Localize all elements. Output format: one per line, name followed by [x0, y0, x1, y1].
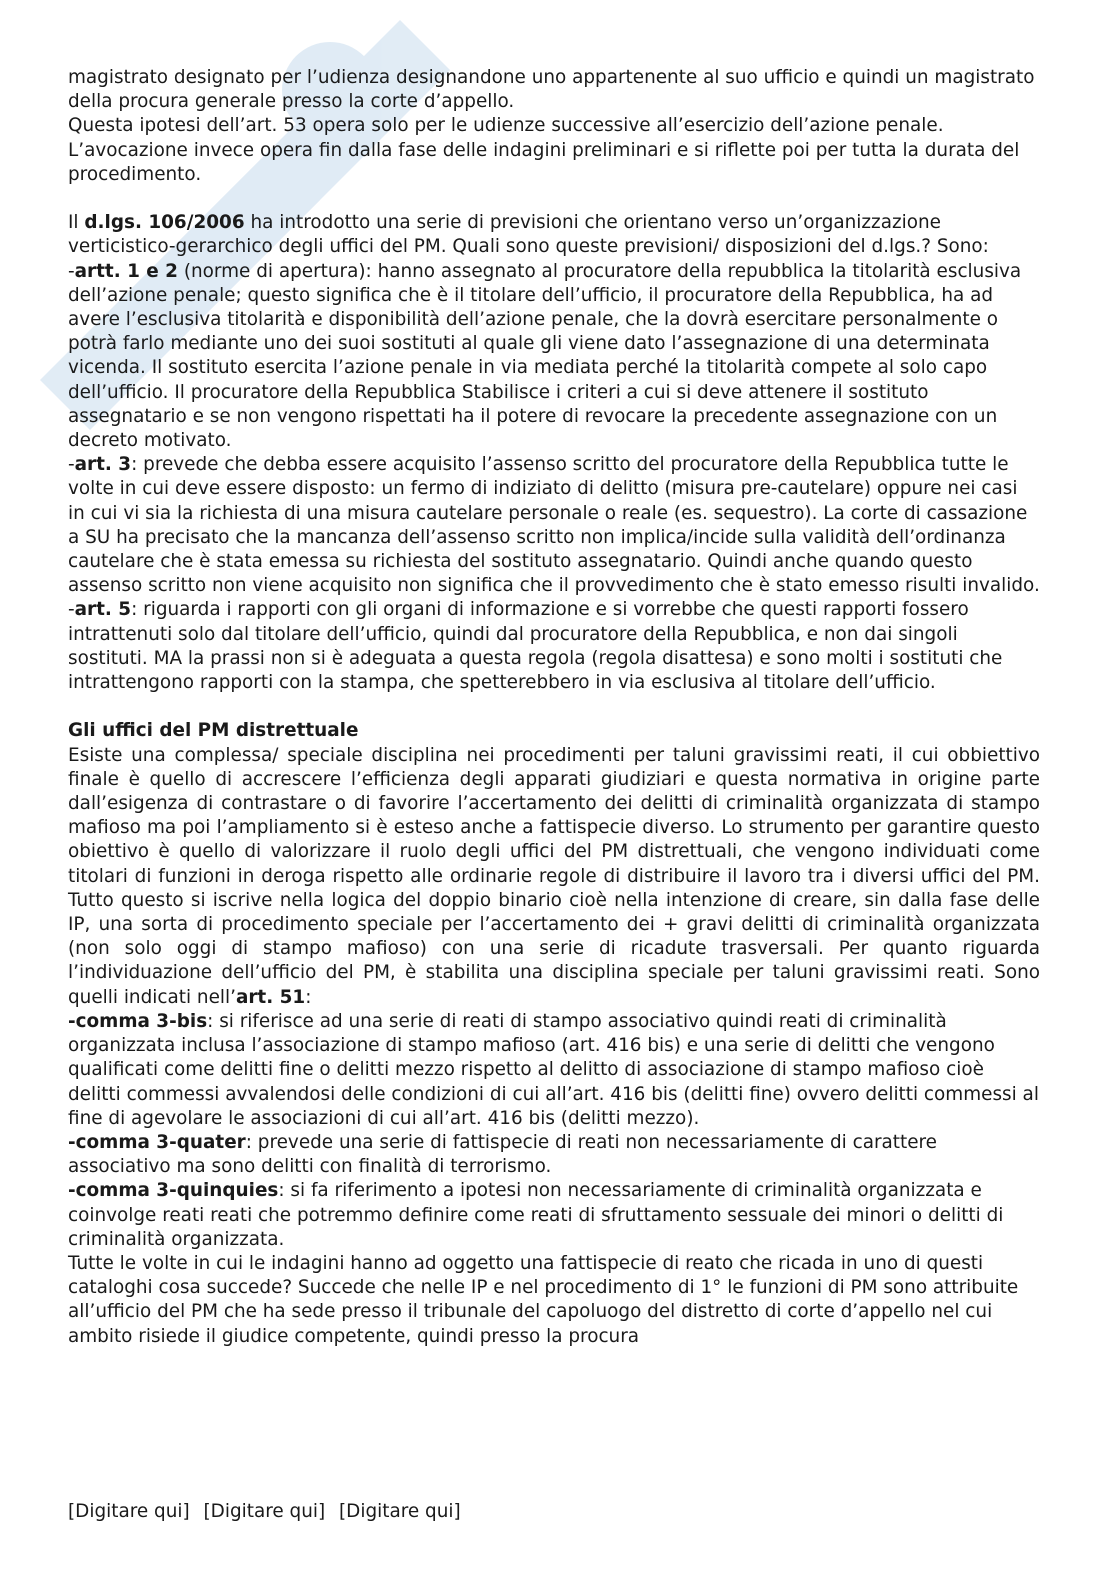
document-body: [68, 66, 1040, 1349]
list-item: -comma 3-quinquies: si fa riferimento a ipotesi non necessariamente di criminalità organizzata e coinvolge reati reati che potremmo definire come reati di sfruttamento sessuale dei minori o delitti di criminalità organizzata.: [68, 1180, 1004, 1250]
footer-placeholder[interactable]: [Digitare qui]: [203, 1501, 326, 1522]
paragraph: magistrato designato per l’udienza designandone uno appartenente al suo ufficio e quindi un magistrato della procura generale presso la corte d’appello.: [68, 67, 1035, 113]
bold-term: -comma 3-quinquies: [68, 1180, 279, 1202]
list-item: -artt. 1 e 2 (norme di apertura): hanno assegnato al procuratore della repubblica la titolarità esclusiva dell’azione penale; questo significa che è il titolare dell’ufficio, il procuratore della Repubblica, ha ad avere l’esclusiva titolarità e disponibilità dell’azione penale, che la dovrà esercitare personalmente o potrà farlo mediante uno dei suoi sostituti al quale gli viene dato l’assegnazione di una determinata vicenda. Il sostituto esercita l’azione penale in via mediata perché la titolarità compete al solo capo dell’ufficio. Il procuratore della Repubblica Stabilisce i criteri a cui si deve attenere il sostituto assegnatario e se non vengono rispettati ha il potere di revocare la precedente assegnazione con un decreto motivato.: [68, 260, 1022, 452]
paragraph: Esiste una complessa/ speciale disciplina nei procedimenti per taluni gravissimi reati, il cui obbiettivo finale è quello di accrescere l’efficienza degli apparati giudiziari e questa normativa in origine parte dall’esigenza di contrastare o di favorire l’accertamento dei delitti di criminalità organizzata di stampo mafioso ma poi l’ampliamento si è esteso anche a fattispecie diverso. Lo strumento per garantire questo obiettivo è quello di valorizzare il ruolo degli uffici del PM distrettuali, che vengono individuati come titolari di funzioni in deroga rispetto alle ordinarie regole di distribuire il lavoro tra i diversi uffici del PM. Tutto questo si iscrive nella logica del doppio binario cioè nella intenzione di creare, sin dalla fase delle IP, una sorta di procedimento speciale per l’accertamento dei + gravi delitti di criminalità organizzata (non solo oggi di stampo mafioso) con una serie di ricadute trasversali. Per quanto riguarda l’individuazione dell’ufficio del PM, è stabilita una disciplina speciale per taluni gravissimi reati. Sono quelli indicati nell’art. 51:: [68, 744, 1040, 1008]
bold-term: d.lgs. 106/2006: [84, 212, 245, 234]
paragraph: Tutte le volte in cui le indagini hanno ad oggetto una fattispecie di reato che ricada in uno di questi cataloghi cosa succede? Succede che nelle IP e nel procedimento di 1° le funzioni di PM sono attribuite all’ufficio del PM che ha sede presso il tribunale del capoluogo del distretto di corte d’appello nel cui ambito risiede il giudice competente, quindi presso la procura: [68, 1252, 1019, 1347]
section-heading: Gli uffici del PM distrettuale: [68, 720, 359, 742]
bold-term: -comma 3-bis: [68, 1010, 208, 1032]
bold-term: art. 5: [74, 599, 132, 621]
paragraph: Questa ipotesi dell’art. 53 opera solo per le udienze successive all’esercizio dell’azione penale. L’avocazione invece opera fin dalla fase delle indagini preliminari e si riflette poi per tutta la durata del procedimento.: [68, 115, 1020, 185]
list-item: -comma 3-quater: prevede una serie di fattispecie di reati non necessariamente di carattere associativo ma sono delitti con finalità di terrorismo.: [68, 1131, 937, 1178]
bold-term: art. 3: [74, 454, 132, 476]
page-footer: [68, 1500, 469, 1524]
bold-term: art. 51: [235, 986, 306, 1008]
list-item: -comma 3-bis: si riferisce ad una serie di reati di stampo associativo quindi reati di criminalità organizzata inclusa l’associazione di stampo mafioso (art. 416 bis) e una serie di delitti che vengono qualificati come delitti fine o delitti mezzo rispetto al delitto di associazione di stampo mafioso cioè delitti commessi avvalendosi delle condizioni di cui all’art. 416 bis (delitti fine) ovvero delitti commessi al fine di agevolare le associazioni di cui all’art. 416 bis (delitti mezzo).: [68, 1010, 1039, 1129]
list-item: -art. 5: riguarda i rapporti con gli organi di informazione e si vorrebbe che questi rapporti fossero intrattenuti solo dal titolare dell’ufficio, quindi dal procuratore della Repubblica, e non dai singoli sostituti. MA la prassi non si è adeguata a questa regola (regola disattesa) e sono molti i sostituti che intrattengono rapporti con la stampa, che spetterebbero in via esclusiva al titolare dell’ufficio.: [68, 599, 1003, 694]
paragraph: Il d.lgs. 106/2006 ha introdotto una serie di previsioni che orientano verso un’organizzazione verticistico-gerarchico degli uffici del PM. Quali sono queste previsioni/ disposizioni del d.lgs.? Sono:: [68, 212, 989, 258]
footer-placeholder[interactable]: [Digitare qui]: [68, 1501, 190, 1522]
bold-term: artt. 1 e 2: [74, 260, 178, 282]
footer-placeholder[interactable]: [Digitare qui]: [339, 1501, 461, 1522]
bold-term: -comma 3-quater: [68, 1131, 246, 1153]
list-item: -art. 3: prevede che debba essere acquisito l’assenso scritto del procuratore della Repubblica tutte le volte in cui deve essere disposto: un fermo di indiziato di delitto (misura pre-cautelare) oppure nei casi in cui vi sia la richiesta di una misura cautelare personale o reale (es. sequestro). La corte di cassazione a SU ha precisato che la mancanza dell’assenso scritto non implica/incide sulla validità dell’ordinanza cautelare che è stata emessa su richiesta del sostituto assegnatario. Quindi anche quando questo assenso scritto non viene acquisito non significa che il provvedimento che è stato emesso risulti invalido.: [68, 454, 1040, 597]
